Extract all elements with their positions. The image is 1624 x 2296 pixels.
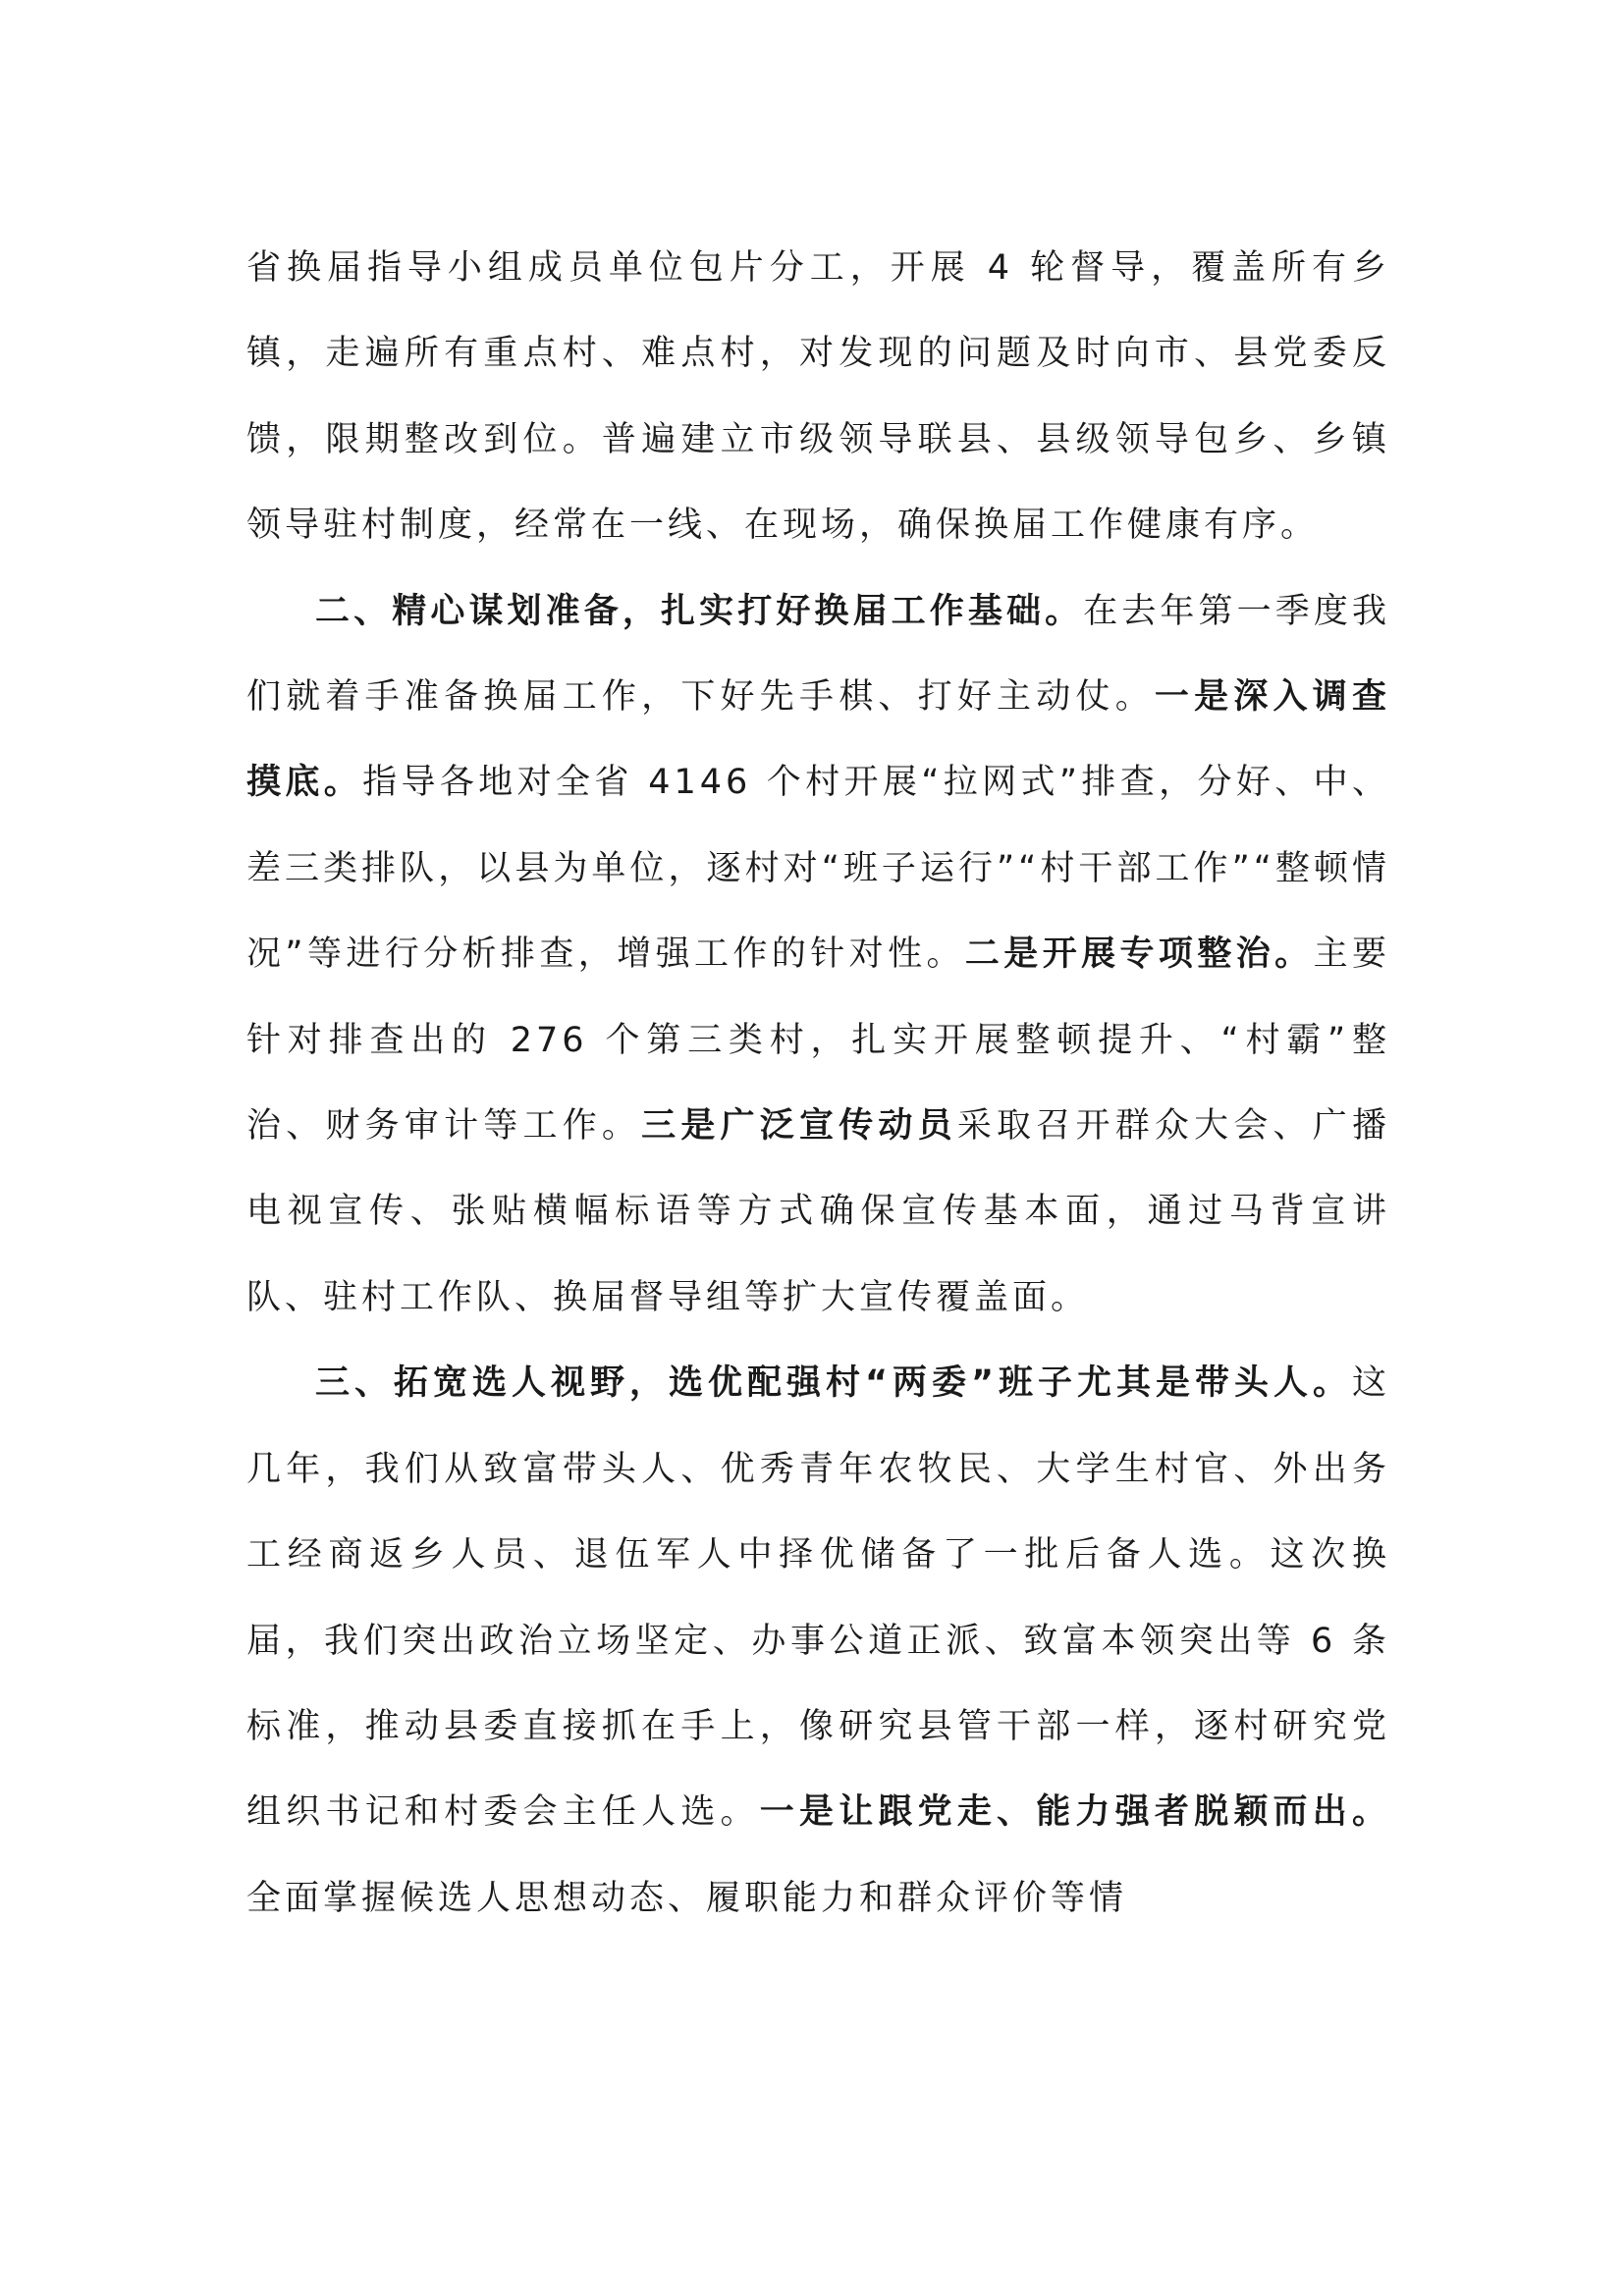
paragraph-2-text-b: 指导各地对全省 4146 个村开展“拉网式”排查，分好、中、差三类排队，以县为单位，逐村对“班子运行”“村干部工作”“整顿情况”等进行分析排查，增强工作的针对性。: [246, 763, 1390, 975]
paragraph-1: [246, 226, 1390, 569]
paragraph-2-text-d: 采取召开群众大会、广播电视宣传、张贴横幅标语等方式确保宣传基本面，通过马背宣讲队、驻村工作队、换届督导组等扩大宣传覆盖面。: [246, 1106, 1390, 1317]
paragraph-1-text: 省换届指导小组成员单位包片分工，开展 4 轮督导，覆盖所有乡镇，走遍所有重点村、难点村，对发现的问题及时向市、县党委反馈，限期整改到位。普遍建立市级领导联县、县级领导包乡、乡镇领导驻村制度，经常在一线、在现场，确保换届工作健康有序。: [246, 248, 1390, 546]
paragraph-2-text-a: 在去年第一季度我们就着手准备换届工作，下好先手棋、打好主动仗。: [246, 591, 1390, 718]
point-heading-2-2: 二是开展专项整治。: [964, 934, 1314, 975]
point-heading-2-1: 一是深入调查摸底。: [246, 677, 1390, 803]
paragraph-3-text-b: 全面掌握候选人思想动态、履职能力和群众评价等情: [246, 1878, 1128, 1918]
paragraph-2-text-c: 主要针对排查出的 276 个第三类村，扎实开展整顿提升、“村霸”整治、财务审计等工作。: [246, 934, 1390, 1147]
paragraph-3-text-a: 这几年，我们从致富带头人、优秀青年农牧民、大学生村官、外出务工经商返乡人员、退伍军人中择优储备了一批后备人选。这次换届，我们突出政治立场坚定、办事公道正派、致富本领突出等 6 条标准，推动县委直接抓在手上，像研究县管干部一样，逐村研究党组织书记和村委会主任人选。: [246, 1363, 1390, 1833]
point-heading-2-3: 三是广泛宣传动员: [641, 1106, 957, 1147]
document-body: [246, 226, 1390, 1942]
paragraph-3: [246, 1341, 1390, 1942]
paragraph-2: [246, 569, 1390, 1342]
section-heading-2: 二、精心谋划准备，扎实打好换届工作基础。: [315, 591, 1084, 631]
section-heading-3: 三、拓宽选人视野，选优配强村“两委”班子尤其是带头人。: [315, 1363, 1352, 1404]
point-heading-3-1: 一是让跟党走、能力强者脱颖而出。: [759, 1792, 1390, 1833]
